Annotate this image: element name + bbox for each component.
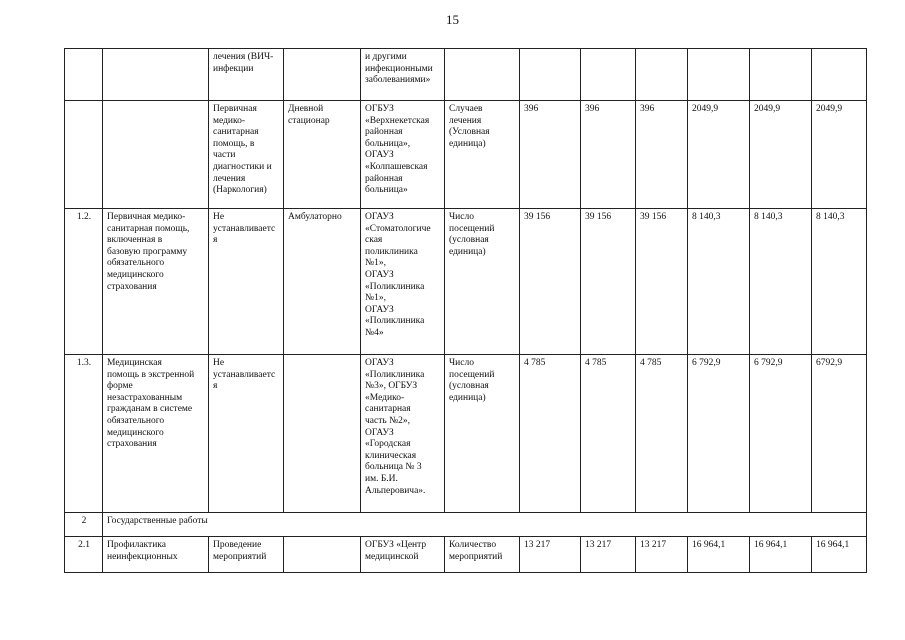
value-cell: 39 156 <box>520 209 581 355</box>
value-cell: 13 217 <box>520 537 581 573</box>
value-cell: 6 792,9 <box>688 355 750 513</box>
service-content: Проведение мероприятий <box>209 537 284 573</box>
value-cell: 4 785 <box>581 355 636 513</box>
value-cell: 2049,9 <box>750 101 812 209</box>
value-cell <box>688 49 750 101</box>
value-cell: 13 217 <box>636 537 688 573</box>
value-cell: 13 217 <box>581 537 636 573</box>
section-row <box>65 513 867 537</box>
value-cell: 8 140,3 <box>812 209 867 355</box>
service-name <box>103 49 209 101</box>
indicator: Число посещений (условная единица) <box>445 355 520 513</box>
service-name <box>103 101 209 209</box>
value-cell: 8 140,3 <box>688 209 750 355</box>
section-title: Государственные работы <box>103 513 867 537</box>
value-cell: 16 964,1 <box>750 537 812 573</box>
providers: ОГБУЗ «Центр медицинской <box>361 537 445 573</box>
value-cell: 6 792,9 <box>750 355 812 513</box>
service-content: Не устанавливаетс я <box>209 355 284 513</box>
value-cell: 396 <box>581 101 636 209</box>
providers: ОГАУЗ «Поликлиника №3», ОГБУЗ «Медико- санитарная часть №2», ОГАУЗ «Городская клиническая больница № 3 им. Б.И. Альперовича». <box>361 355 445 513</box>
value-cell <box>812 49 867 101</box>
service-condition <box>284 49 361 101</box>
value-cell: 2049,9 <box>688 101 750 209</box>
value-cell: 39 156 <box>581 209 636 355</box>
table-row <box>65 101 867 209</box>
providers: ОГАУЗ «Стоматологиче ская поликлиника №1», ОГАУЗ «Поликлиника №1», ОГАУЗ «Поликлиника №4» <box>361 209 445 355</box>
value-cell: 4 785 <box>636 355 688 513</box>
value-cell <box>636 49 688 101</box>
value-cell: 8 140,3 <box>750 209 812 355</box>
value-cell: 396 <box>520 101 581 209</box>
row-number: 2.1 <box>65 537 103 573</box>
table-row <box>65 49 867 101</box>
table-row <box>65 355 867 513</box>
service-condition <box>284 537 361 573</box>
service-name: Профилактика неинфекционных <box>103 537 209 573</box>
value-cell <box>581 49 636 101</box>
value-cell: 16 964,1 <box>688 537 750 573</box>
row-number: 1.3. <box>65 355 103 513</box>
service-condition: Амбулаторно <box>284 209 361 355</box>
service-content: Первичная медико- санитарная помощь, в части диагностики и лечения (Наркология) <box>209 101 284 209</box>
indicator: Число посещений (условная единица) <box>445 209 520 355</box>
row-number: 1.2. <box>65 209 103 355</box>
service-name: Медицинская помощь в экстренной форме незастрахованным гражданам в системе обязательного медицинского страхования <box>103 355 209 513</box>
value-cell <box>520 49 581 101</box>
value-cell <box>750 49 812 101</box>
service-condition <box>284 355 361 513</box>
value-cell: 4 785 <box>520 355 581 513</box>
value-cell: 6792,9 <box>812 355 867 513</box>
value-cell: 2049,9 <box>812 101 867 209</box>
indicator: Количество мероприятий <box>445 537 520 573</box>
service-name: Первичная медико- санитарная помощь, включенная в базовую программу обязательного медицинского страхования <box>103 209 209 355</box>
value-cell: 16 964,1 <box>812 537 867 573</box>
value-cell: 39 156 <box>636 209 688 355</box>
page-number: 15 <box>446 12 459 27</box>
service-condition: Дневной стационар <box>284 101 361 209</box>
providers: ОГБУЗ «Верхнекетская районная больница», ОГАУЗ «Колпашевская районная больница» <box>361 101 445 209</box>
table-row <box>65 537 867 573</box>
service-content: Не устанавливаетс я <box>209 209 284 355</box>
indicator: Случаев лечения (Условная единица) <box>445 101 520 209</box>
value-cell: 396 <box>636 101 688 209</box>
row-number <box>65 101 103 209</box>
service-content: лечения (ВИЧ- инфекции <box>209 49 284 101</box>
section-number: 2 <box>65 513 103 537</box>
table-row <box>65 209 867 355</box>
indicator <box>445 49 520 101</box>
services-table <box>64 48 867 573</box>
providers: и другими инфекционными заболеваниями» <box>361 49 445 101</box>
row-number <box>65 49 103 101</box>
